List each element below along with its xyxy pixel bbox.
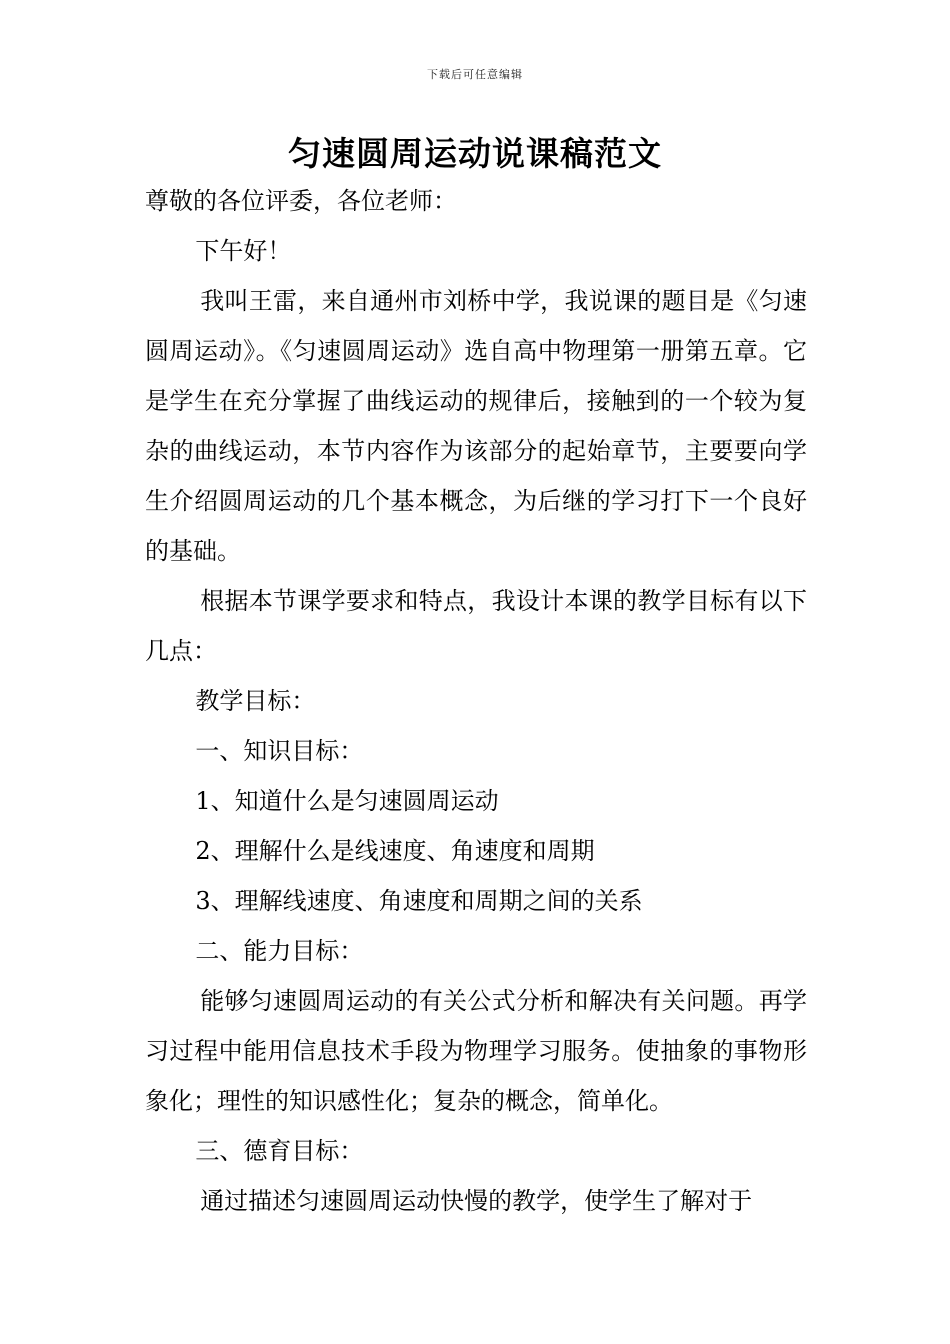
list-item-knowledge-1: 1、知道什么是匀速圆周运动 — [195, 787, 499, 815]
paragraph-ability-goals: 能够匀速圆周运动的有关公式分析和解决有关问题。再学习过程中能用信息技术手段为物理学习服务。使抽象的事物形象化；理性的知识感性化；复杂的概念，简单化。 — [145, 987, 807, 1115]
list-item-knowledge-3: 3、理解线速度、角速度和周期之间的关系 — [195, 887, 643, 915]
paragraph-moral-goals: 通过描述匀速圆周运动快慢的教学，使学生了解对于 — [200, 1187, 753, 1215]
paragraph-goals-intro: 根据本节课学要求和特点，我设计本课的教学目标有以下几点： — [145, 587, 807, 665]
heading-moral-goals: 三、德育目标： — [195, 1137, 364, 1165]
header-note: 下载后可任意编辑 — [427, 68, 523, 81]
paragraph-greeting: 下午好！ — [195, 237, 292, 265]
list-item-knowledge-2: 2、理解什么是线速度、角速度和周期 — [195, 837, 595, 865]
paragraph-introduction: 我叫王雷，来自通州市刘桥中学，我说课的题目是《匀速圆周运动》。《匀速圆周运动》选自高中物理第一册第五章。它是学生在充分掌握了曲线运动的规律后，接触到的一个较为复杂的曲线运动，本节内容作为该部分的起始章节，主要要向学生介绍圆周运动的几个基本概念，为后继的学习打下一个良好的基础。 — [145, 287, 807, 565]
heading-teaching-goals: 教学目标： — [195, 687, 316, 715]
document-title: 匀速圆周运动说课稿范文 — [288, 134, 662, 173]
heading-ability-goals: 二、能力目标： — [195, 937, 364, 965]
document-body — [145, 176, 807, 1226]
heading-knowledge-goals: 一、知识目标： — [195, 737, 364, 765]
paragraph-salutation: 尊敬的各位评委，各位老师： — [145, 187, 457, 215]
